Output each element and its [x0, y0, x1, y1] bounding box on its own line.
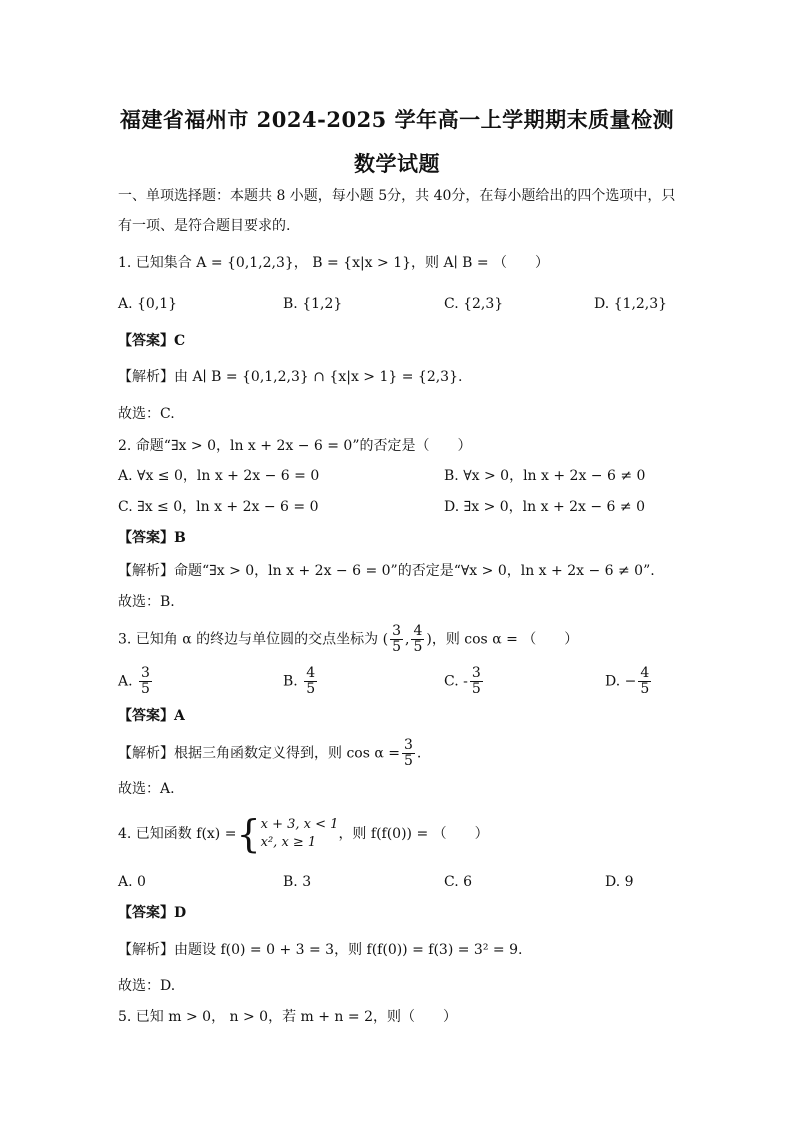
q3-choice: 故选：A.	[118, 781, 175, 797]
q4-stem-pre: 4. 已知函数 f(x) =	[118, 826, 237, 842]
option-label: A.	[118, 673, 133, 690]
fraction-numerator: 4	[413, 623, 423, 639]
q3-stem-post: )，则 cos α = （ ）	[426, 631, 579, 648]
option-fraction	[638, 666, 651, 697]
q4-option-a: A. 0	[118, 874, 146, 890]
option-fraction	[139, 666, 152, 697]
option-label: B.	[283, 673, 298, 690]
q1-option-c: C. {2,3}	[444, 296, 504, 312]
q3-option-c	[444, 666, 485, 697]
q1-option-b: B. {1,2}	[283, 296, 343, 312]
q3-analysis	[118, 738, 421, 769]
fraction-numerator: 4	[640, 665, 650, 681]
option-fraction	[304, 666, 317, 697]
q3-coord-y-fraction	[411, 624, 424, 655]
q2-option-a: A. ∀x ≤ 0，ln x + 2x − 6 = 0	[118, 468, 320, 484]
q4-answer: 【答案】D	[118, 905, 187, 921]
q1-choice: 故选：C.	[118, 406, 175, 422]
fraction-numerator: 3	[141, 665, 150, 681]
q4-option-d: D. 9	[605, 874, 634, 890]
document-subtitle: 数学试题	[354, 151, 440, 176]
fraction-numerator: 3	[392, 623, 401, 639]
q3-answer: 【答案】A	[118, 708, 185, 724]
q3-analysis-pre: 【解析】根据三角函数定义得到，则 cos α =	[118, 745, 400, 762]
q4-option-b: B. 3	[283, 874, 312, 890]
fraction-numerator: 3	[404, 737, 413, 753]
fraction-numerator: 3	[471, 665, 481, 681]
q3-option-b	[283, 666, 319, 697]
q5-stem: 5. 已知 m > 0， n > 0，若 m + n = 2，则（ ）	[118, 1009, 457, 1025]
q2-option-b: B. ∀x > 0，ln x + 2x − 6 ≠ 0	[444, 468, 646, 484]
q4-piece-2: x², x ≥ 1	[260, 835, 317, 850]
document-title: 福建省福州市 2024-2025 学年高一上学期期末质量检测	[119, 107, 675, 132]
fraction-denominator: 5	[141, 681, 150, 697]
q2-choice: 故选：B.	[118, 594, 175, 610]
q2-answer: 【答案】B	[118, 530, 186, 546]
fraction-denominator: 5	[404, 753, 413, 769]
section-heading-line1: 一、单项选择题：本题共 8 小题，每小题 5分，共 40分，在每小题给出的四个选项中，只	[118, 188, 676, 204]
fraction-numerator: 4	[306, 665, 316, 681]
left-brace-glyph: {	[236, 812, 261, 856]
q4-option-c: C. 6	[444, 874, 473, 890]
q1-stem: 1. 已知集合 A = {0,1,2,3}， B = {x|x > 1}，则 A∣ B = （ ）	[118, 255, 550, 271]
q4-piece-1: x + 3, x < 1	[260, 817, 339, 832]
option-sign: −	[624, 673, 637, 690]
q1-analysis: 【解析】由 A∣ B = {0,1,2,3} ∩ {x|x > 1} = {2,3}.	[118, 369, 463, 385]
fraction-denominator: 5	[306, 681, 316, 697]
q4-stem-post: ，则 f(f(0)) = （ ）	[338, 826, 489, 842]
q4-analysis: 【解析】由题设 f(0) = 0 + 3 = 3，则 f(f(0)) = f(3) = 3² = 9.	[118, 942, 523, 958]
q3-option-d	[605, 666, 653, 697]
q4-piecewise-cases	[261, 816, 339, 852]
q2-option-c: C. ∃x ≤ 0，ln x + 2x − 6 = 0	[118, 499, 319, 515]
q2-stem: 2. 命题“∃x > 0，ln x + 2x − 6 = 0”的否定是（ ）	[118, 438, 472, 454]
fraction-denominator: 5	[392, 639, 401, 655]
fraction-denominator: 5	[471, 681, 481, 697]
q3-analysis-fraction	[402, 738, 415, 769]
option-label: D.	[605, 673, 621, 690]
q1-answer: 【答案】C	[118, 333, 186, 349]
option-fraction	[470, 666, 483, 697]
q4-stem	[118, 812, 489, 856]
q1-option-d: D. {1,2,3}	[594, 296, 668, 312]
q2-option-d: D. ∃x > 0，ln x + 2x − 6 ≠ 0	[444, 499, 646, 515]
section-heading-line2: 有一项、是符合题目要求的.	[118, 218, 291, 234]
q3-analysis-post: .	[416, 745, 422, 762]
q3-stem-pre: 3. 已知角 α 的终边与单位圆的交点坐标为 (	[118, 631, 389, 648]
q2-analysis: 【解析】命题“∃x > 0，ln x + 2x − 6 = 0”的否定是“∀x > 0，ln x + 2x − 6 ≠ 0”.	[118, 563, 655, 579]
q3-stem: 3. 已知角 α 的终边与单位圆的交点坐标为 ( $\frac{3}{5}$ , $\frac{4}{5}$ )，则 cos α = （ ）	[118, 623, 579, 655]
q3-option-a	[118, 666, 154, 697]
q1-option-a: A. {0,1}	[118, 296, 178, 312]
fraction-denominator: 5	[413, 639, 423, 655]
q4-choice: 故选：D.	[118, 978, 176, 994]
fraction-denominator: 5	[640, 681, 650, 697]
q3-coord-x-fraction	[390, 624, 403, 655]
option-sign: -	[463, 673, 468, 690]
option-label: C.	[444, 673, 459, 690]
